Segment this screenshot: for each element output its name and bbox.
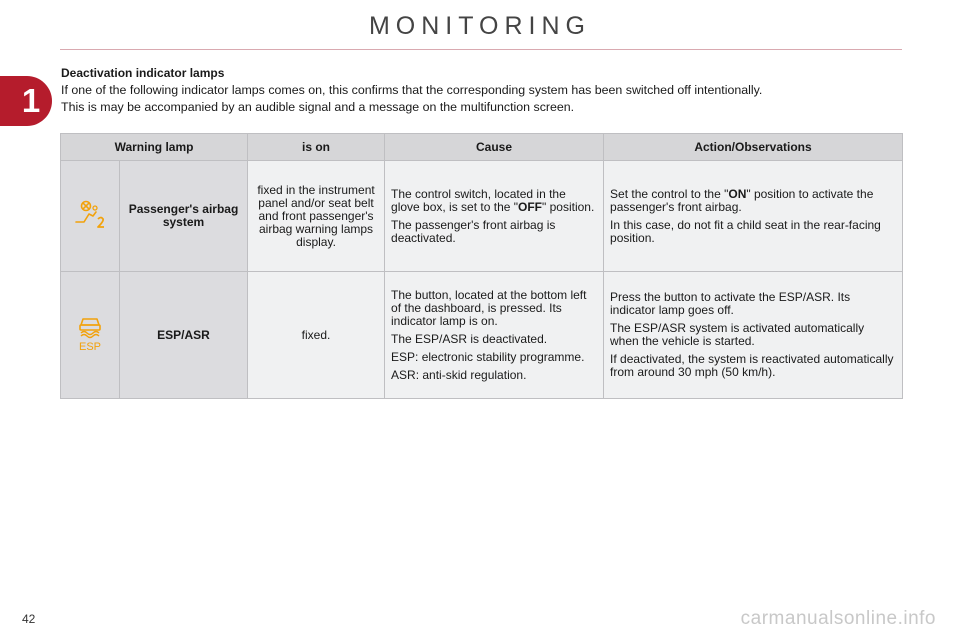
action-paragraph: In this case, do not fit a child seat in the rear-facing position. xyxy=(610,217,881,245)
section-heading: Deactivation indicator lamps xyxy=(61,66,225,80)
lamp-cause xyxy=(385,161,604,272)
intro-text xyxy=(61,82,911,116)
intro-line-2: This is may be accompanied by an audible signal and a message on the multifunction screen. xyxy=(61,100,575,114)
table-row xyxy=(61,161,903,272)
header-cause: Cause xyxy=(385,134,604,161)
cause-paragraph: The ESP/ASR is deactivated. xyxy=(391,331,548,346)
cause-bold-value: OFF xyxy=(518,199,543,214)
table-row xyxy=(61,272,903,399)
action-paragraph: The ESP/ASR system is activated automatically when the vehicle is started. xyxy=(610,321,865,348)
cause-paragraph xyxy=(391,188,597,214)
cause-paragraph: The button, located at the bottom left of the dashboard, is pressed. Its indicator lamp is on. xyxy=(391,287,587,328)
title-divider xyxy=(60,49,902,50)
lamp-icon-cell xyxy=(61,161,120,272)
esp-off-icon xyxy=(74,342,106,356)
watermark: carmanualsonline.info xyxy=(740,608,936,629)
action-text: Set the control to the " xyxy=(610,186,729,201)
action-paragraph: If deactivated, the system is reactivated automatically from around 30 mph (50 km/h). xyxy=(610,352,894,379)
lamp-action xyxy=(604,161,903,272)
page-number: 42 xyxy=(22,612,36,626)
action-text: " position to activate the passenger's front airbag. xyxy=(610,186,874,214)
lamp-cause xyxy=(385,272,604,399)
table-header-row xyxy=(61,134,903,161)
lamp-name: ESP/ASR xyxy=(120,272,248,399)
action-bold-value: ON xyxy=(728,186,747,201)
header-action: Action/Observations xyxy=(604,134,903,161)
page-title: MONITORING xyxy=(368,12,592,40)
cause-text: " position. xyxy=(542,199,595,214)
indicator-lamps-table xyxy=(60,133,903,399)
cause-paragraph: ESP: electronic stability programme. xyxy=(391,349,585,364)
lamp-name: Passenger's airbag system xyxy=(120,161,248,272)
lamp-action xyxy=(604,272,903,399)
intro-line-1: If one of the following indicator lamps comes on, this confirms that the corresponding system has been switched off intentionally. xyxy=(61,83,763,97)
action-paragraph: Press the button to activate the ESP/ASR. Its indicator lamp goes off. xyxy=(610,290,851,317)
cause-paragraph: The passenger's front airbag is deactivated. xyxy=(391,217,556,245)
header-is-on: is on xyxy=(248,134,385,161)
esp-icon-label: ESP xyxy=(78,340,102,353)
lamp-is-on: fixed. xyxy=(248,272,385,399)
action-paragraph xyxy=(610,188,896,214)
chapter-number: 1 xyxy=(21,82,41,119)
passenger-airbag-off-icon xyxy=(73,219,107,233)
lamp-icon-cell xyxy=(61,272,120,399)
header-warning-lamp: Warning lamp xyxy=(61,134,248,161)
chapter-tab xyxy=(0,76,52,126)
cause-paragraph: ASR: anti-skid regulation. xyxy=(391,367,527,382)
lamp-is-on: fixed in the instrument panel and/or seat belt and front passenger's airbag warning lamps display. xyxy=(248,161,385,272)
cause-text: The control switch, located in the glove box, is set to the " xyxy=(391,186,566,214)
